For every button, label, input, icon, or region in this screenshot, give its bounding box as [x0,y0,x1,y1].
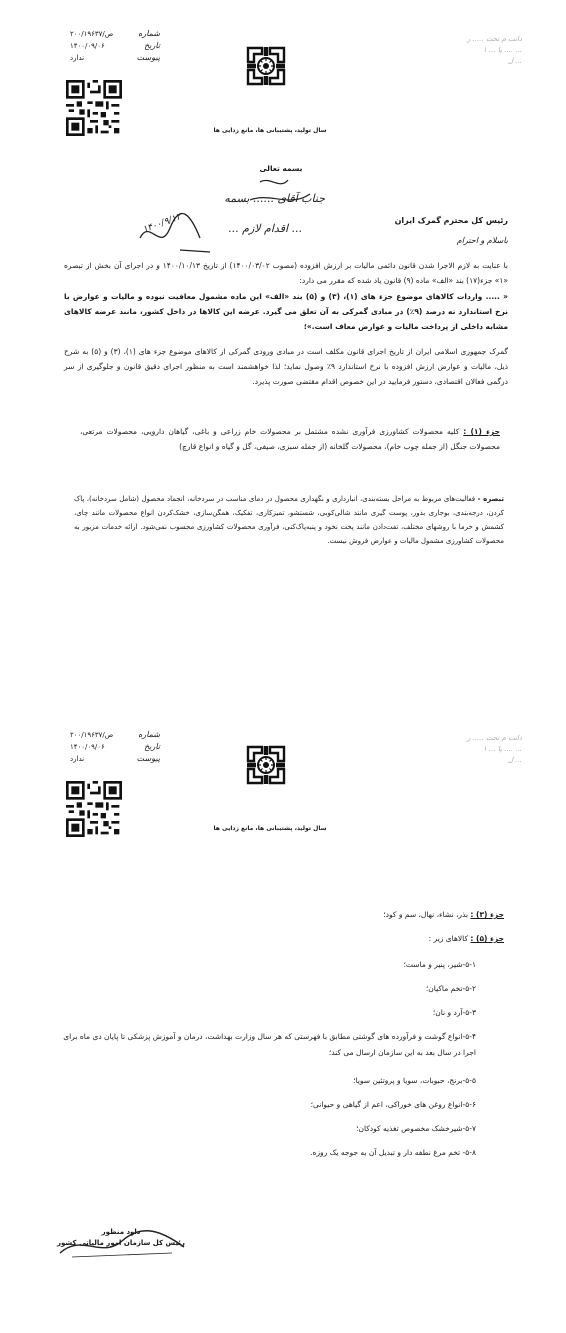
letter-meta: ۲۰۰/۱۹۶۳۷/ص شماره ۱۴۰۰/۰۹/۰۶ تاریخ ندارد پیوست [70,29,160,62]
list-item: ۵-۴-انواع گوشت و فرآورده های گوشتی مطابق با فهرستی که هر سال وزارت بهداشت، درمان و آموزش پزشکی تا پایان دی ماه برای اجرا در سال بعد به این سازمان ارسال می کند؛ [63,1032,476,1057]
list-item: ۵-۳-آرد و نان؛ [432,1008,476,1017]
list-item: ۵-۲-تخم ماکیان؛ [425,984,476,993]
list-item: ۵-۸- تخم مرغ نطفه دار و تبدیل آن به جوجه یک روزه. [310,1148,476,1157]
slogan: سال تولید، پشتیبانی ها، مانع زدایی ها [213,127,327,134]
tax-organization-logo [244,743,288,787]
signature-scribble [52,1223,192,1263]
clause-1: جزء (۱) : کلیه محصولات کشاورزی فرآوری نشده مشتمل بر محصولات خام زراعی و باغی، گیاهان دارویی، محصولات مرتعی، محصولات جنگل (از جمله چوب خام)، محصولات گلخانه (از جمله سبزی، صیفی، گل و گیاه و انواع قارچ) [80,427,500,451]
body-paragraph: گمرک جمهوری اسلامی ایران از تاریخ اجرای قانون مکلف است در مبادی ورودی گمرکی از کالاهای موضوع جزء های (۱)، (۳) و (۵) به شرح ذیل، مالیات و عوارض ارزش افزوده با نرخ استاندارد ۹٪ وصول نماید؛ لذا خواهشمند است به منظور اجرای دقیق قانون و جلوگیری از سر درگمی فعالان اقتصادی، دستور فرمایید در این خصوص اقدام مقتضی صورت پذیرد. [64,347,508,386]
handwritten-note-1: جناب آقای ...... بسمه [224,192,325,205]
list-item: ۵-۷-شیرخشک مخصوص تغذیه کودکان؛ [356,1124,476,1133]
clause-1-note: تبصره - فعالیت‌های مربوط به مراحل بسته‌بندی، انبارداری و نگهداری محصول در دمای مناسب در سردخانه، انجماد محصول (شامل سردخانه)، پاک کردن، درجه‌بندی، بوجاری بذور، پوست گیری مانند شالی‌کوبی، شستشو، تمیزکاری، تفکیک، همگن‌سازی، خشک‌کردن انواع محصولات مانند چای، کشمش و خرما با روشهای مختلف، تفت‌دادن مانند پخت نخود و پنبه‌پاک‌کنی، فرآوری محصولات کشاورزی محسوب نمی‌شود. ارائه خدمات مزبور به محصولات کشاورزی مشمول مالیات و عوارض فروش نیست. [74,495,504,545]
handwritten-date: ۱۴۰۰/۹/۱۲ [141,212,183,236]
list-item: ۵-۶-انواع روغن های خوراکی، اعم از گیاهی و حیوانی؛ [310,1100,476,1109]
tax-organization-logo [244,44,288,88]
faint-address-block: دانت م تحت ..... ر ... .... پا ... ۱ ... ل [467,734,522,764]
letter-page-1 [0,0,566,666]
signer-name: داود منظور [101,1228,141,1236]
greeting: باسلام و احترام [456,236,508,245]
qr-code-icon [66,80,122,136]
signer-title: رئیس کل سازمان امور مالیاتی کشور [57,1239,185,1247]
qr-code-icon [66,781,122,837]
handwritten-scribble [240,172,320,212]
intro-paragraph: با عنایت به لازم الاجرا شدن قانون دائمی مالیات بر ارزش افزوده (مصوب ۱۴۰۰/۰۳/۰۲) از تاریخ ۱۴۰۰/۱۰/۱۳ و در اجرای آن بخش از تبصره «۱» جزء(۱۷) بند «الف» ماده (۹) قانون یاد شده که مقرر می دارد: [64,261,508,285]
list-item: ۵-۵-برنج، حبوبات، سویا و پروتئین سویا؛ [353,1076,476,1085]
law-quote: « ..... واردات کالاهای موضوع جزء های (۱)، (۳) و (۵) بند «الف» این ماده مشمول معافیت نبوده و مالیات و عوارض با نرخ استاندارد نه درصد (۹٪) در مبادی گمرکی به آن تعلق می گیرد. عرضه این کالاها در داخل کشور، مانند عرضه کالاهای مشابه داخلی از پرداخت مالیات و عوارض معاف است.»؛ [64,292,508,331]
clause-5: جزء (۵) : کالاهای زیر : [428,934,504,943]
faint-address-block: دانت م تحت ..... ر ... .... پا ... ۱ ... ل [467,35,522,65]
basmala: بسمه تعالی [259,164,303,173]
clause-3: جزء (۳) : بذر، نشاء، نهال، سم و کود؛ [383,910,504,919]
slogan: سال تولید، پشتیبانی ها، مانع زدایی ها [213,825,327,832]
list-item: ۵-۱-شیر، پنیر و ماست؛ [403,960,476,969]
letter-meta: ۲۰۰/۱۹۶۳۷/ص شماره ۱۴۰۰/۰۹/۰۶ تاریخ ندارد پیوست [70,730,160,763]
handwritten-note-2: ... اقدام لازم ... [228,222,302,235]
letter-page-2 [0,667,566,1333]
recipient: رئیس کل محترم گمرک ایران [394,216,508,225]
handwritten-scribble [130,208,220,258]
